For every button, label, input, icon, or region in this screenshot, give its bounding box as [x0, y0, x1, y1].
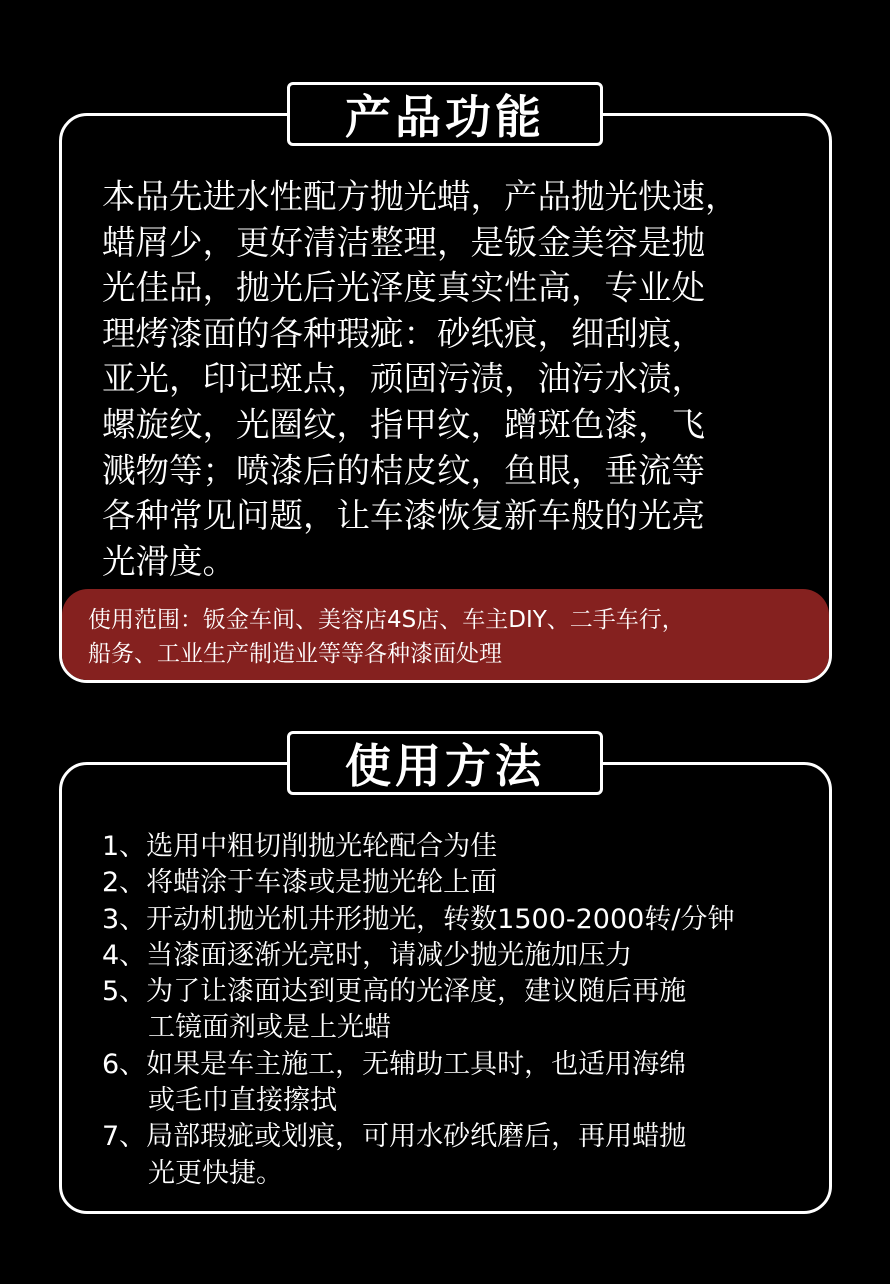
usage-step: 1、选用中粗切削抛光轮配合为佳 — [102, 831, 498, 862]
usage-step: 7、局部瑕疵或划痕，可用水砂纸磨后，再用蜡抛 — [102, 1121, 687, 1153]
description-line: 理烤漆面的各种瑕疵：砂纸痕，细刮痕， — [102, 313, 705, 353]
usage-step-continuation: 光更快捷。 — [148, 1157, 283, 1189]
description-line: 亚光，印记斑点，顽固污渍，油污水渍， — [102, 359, 705, 399]
usage-step-continuation: 或毛巾直接擦拭 — [148, 1085, 337, 1117]
usage-step: 4、当漆面逐渐光亮时，请减少抛光施加压力 — [102, 939, 633, 971]
description-line: 螺旋纹，光圈纹，指甲纹，蹭斑色漆，飞 — [102, 404, 705, 444]
description-line: 本品先进水性配方抛光蜡，产品抛光快速， — [102, 177, 739, 216]
description-line: 各种常见问题，让车漆恢复新车般的光亮 — [102, 496, 705, 536]
section-title-usage-method: 使用方法 — [287, 731, 603, 795]
usage-steps-list — [102, 829, 822, 1192]
usage-step: 3、开动机抛光机井形抛光，转数1500-2000转/分钟 — [102, 903, 735, 935]
description-line: 蜡屑少，更好清洁整理，是钣金美容是抛 — [102, 222, 705, 262]
usage-method-card — [59, 762, 832, 1214]
section-title-product-function: 产品功能 — [287, 82, 603, 146]
scope-line: 使用范围：钣金车间、美容店4S店、车主DIY、二手车行， — [88, 607, 685, 633]
usage-step-continuation: 工镜面剂或是上光蜡 — [148, 1012, 391, 1044]
product-description — [102, 174, 802, 584]
usage-step: 6、如果是车主施工，无辅助工具时，也适用海绵 — [102, 1048, 687, 1080]
product-function-card — [59, 113, 832, 683]
description-line: 溅物等；喷漆后的桔皮纹，鱼眼，垂流等 — [102, 450, 705, 490]
usage-scope-text — [88, 603, 828, 671]
usage-step: 2、将蜡涂于车漆或是抛光轮上面 — [102, 867, 498, 899]
scope-line: 船务、工业生产制造业等等各种漆面处理 — [88, 641, 502, 667]
usage-step: 5、为了让漆面达到更高的光泽度，建议随后再施 — [102, 976, 687, 1008]
description-line: 光佳品，抛光后光泽度真实性高，专业处 — [102, 268, 705, 308]
description-line: 光滑度。 — [102, 541, 236, 581]
